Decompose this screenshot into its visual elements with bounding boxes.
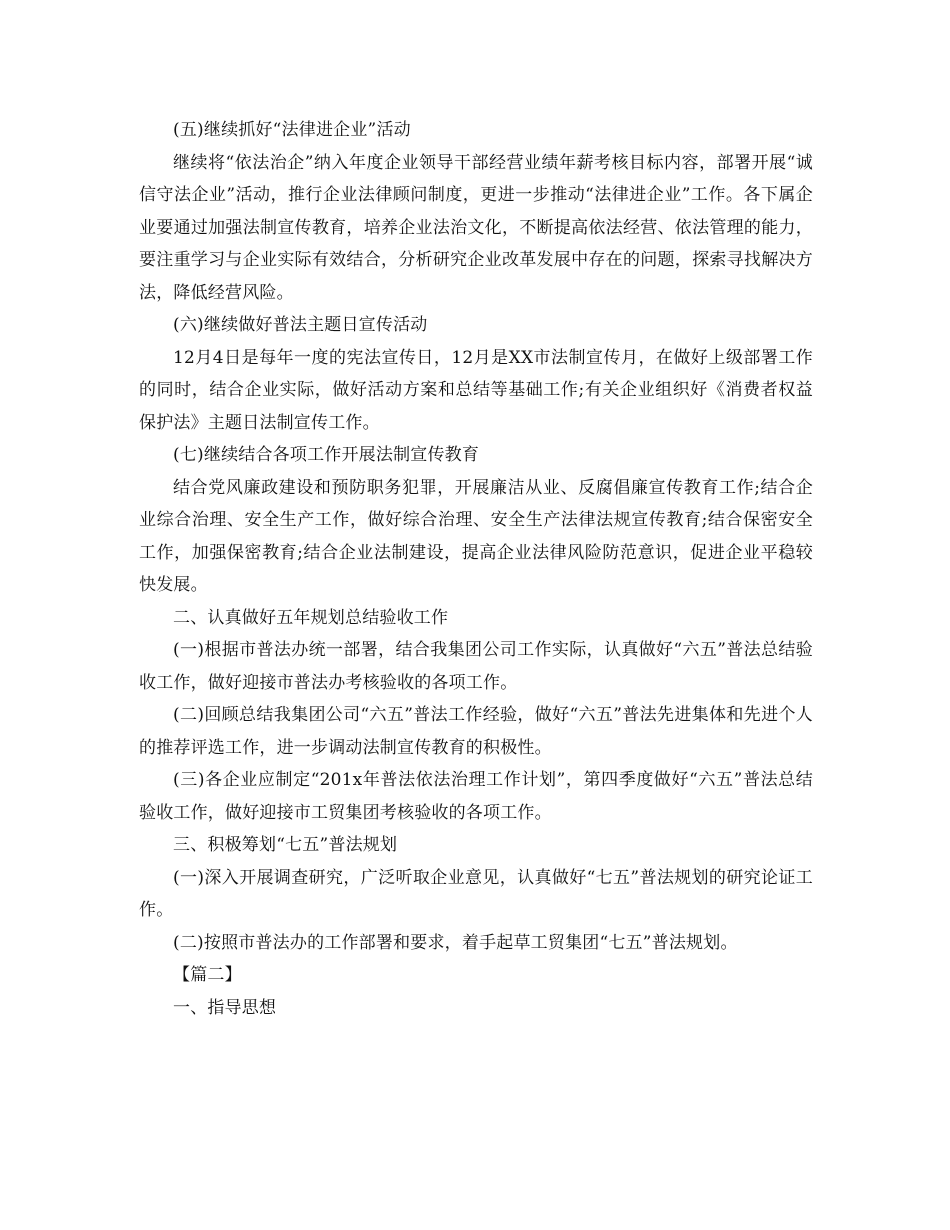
- paragraph-law-into-enterprise: 继续将“依法治企”纳入年度企业领导干部经营业绩年薪考核目标内容，部署开展“诚信守法企业”活动，推行企业法律顾问制度，更进一步推动“法律进企业”工作。各下属企业要通过加强法制宣传教育，培养企业法治文化，不断提高依法经营、依法管理的能力，要注重学习与企业实际有效结合，分析研究企业改革发展中存在的问题，探索寻找解决方法，降低经营风险。: [139, 152, 813, 303]
- paragraph-item-2: (二)回顾总结我集团公司“六五”普法工作经验，做好“六五”普法先进集体和先进个人的推荐评选工作，进一步调动法制宣传教育的积极性。: [139, 705, 813, 758]
- section-heading-7: (七)继续结合各项工作开展法制宣传教育: [173, 445, 480, 465]
- paragraph-research: (一)深入开展调查研究，广泛听取企业意见，认真做好“七五”普法规划的研究论证工作。: [139, 867, 813, 920]
- paragraph-combined-education: 结合党风廉政建设和预防职务犯罪，开展廉洁从业、反腐倡廉宣传教育工作;结合企业综合治理、安全生产工作，做好综合治理、安全生产法律法规宣传教育;结合保密安全工作，加强保密教育;结合企业法制建设，提高企业法律风险防范意识，促进企业平稳较快发展。: [139, 477, 813, 595]
- section-heading-guiding-ideology: 一、指导思想: [173, 997, 277, 1018]
- paragraph-item-3: (三)各企业应制定“201x年普法依法治理工作计划”，第四季度做好“六五”普法总结验收工作，做好迎接市工贸集团考核验收的各项工作。: [139, 770, 813, 823]
- document-body: [139, 114, 813, 1024]
- section-heading-5: (五)继续抓好“法律进企业”活动: [173, 120, 411, 140]
- section-heading-6: (六)继续做好普法主题日宣传活动: [173, 315, 428, 335]
- section-heading-2: 二、认真做好五年规划总结验收工作: [173, 607, 449, 628]
- paragraph-constitution-day: 12月4日是每年一度的宪法宣传日，12月是XX市法制宣传月，在做好上级部署工作的同时，结合企业实际，做好活动方案和总结等基础工作;有关企业组织好《消费者权益保护法》主题日法制宣传工作。: [139, 347, 813, 433]
- chapter-marker: 【篇二】: [173, 965, 242, 985]
- paragraph-item-1: (一)根据市普法办统一部署，结合我集团公司工作实际，认真做好“六五”普法总结验收工作，做好迎接市普法办考核验收的各项工作。: [139, 640, 813, 693]
- paragraph-drafting: (二)按照市普法办的工作部署和要求，着手起草工贸集团“七五”普法规划。: [173, 932, 738, 953]
- section-heading-3: 三、积极筹划“七五”普法规划: [173, 835, 398, 855]
